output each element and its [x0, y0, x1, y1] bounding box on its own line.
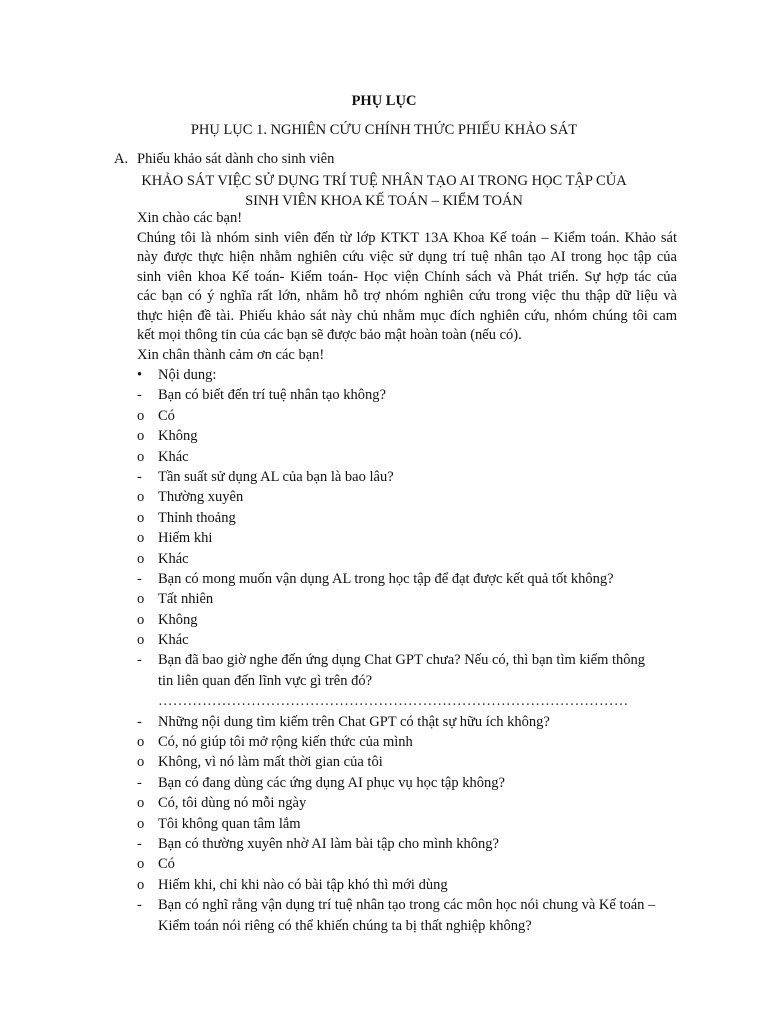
- intro-paragraph: [137, 209, 677, 365]
- item-text: Bạn có nghĩ rằng vận dụng trí tuệ nhân tạo trong các môn học nói chung và Kế toán –: [158, 897, 656, 914]
- item-text: Những nội dung tìm kiếm trên Chat GPT có thật sự hữu ích không?: [158, 713, 550, 730]
- option-bullet-icon: o: [137, 530, 145, 547]
- answer-option: [137, 854, 677, 874]
- content-heading: [137, 365, 677, 385]
- item-text: Thỉnh thoảng: [158, 509, 236, 526]
- section-heading: [114, 151, 334, 168]
- answer-option: [137, 793, 677, 813]
- option-bullet-icon: o: [137, 489, 145, 506]
- item-text: Hiếm khi, chỉ khi nào có bài tập khó thì mới dùng: [158, 876, 448, 893]
- option-bullet-icon: o: [137, 591, 145, 608]
- survey-question-list: [137, 365, 677, 936]
- answer-option: [137, 589, 677, 609]
- question-item: [137, 895, 677, 936]
- item-text: Không: [158, 611, 198, 628]
- item-text: Bạn có thường xuyên nhờ AI làm bài tập cho mình không?: [158, 836, 499, 852]
- item-text: Khác: [158, 550, 189, 567]
- option-bullet-icon: o: [137, 509, 145, 526]
- intro-line: sinh viên khoa Kế toán- Kiểm toán- Học viện Chính sách và Phát triển. Sự hợp tác của: [137, 268, 677, 285]
- option-bullet-icon: o: [137, 795, 145, 812]
- question-item: [137, 385, 677, 405]
- option-bullet-icon: o: [137, 407, 145, 424]
- question-item: [137, 834, 677, 854]
- item-text: Hiếm khi: [158, 530, 213, 547]
- intro-line: các bạn có ý nghĩa rất lớn, nhằm hỗ trợ nhóm nghiên cứu trong việc thu thập dữ liệu và: [137, 288, 677, 304]
- answer-option: [137, 814, 677, 834]
- dash-marker: -: [137, 836, 142, 852]
- question-item: [137, 650, 677, 691]
- option-bullet-icon: o: [137, 611, 145, 628]
- section-label: Phiếu khảo sát dành cho sinh viên: [137, 151, 335, 167]
- option-bullet-icon: o: [137, 448, 145, 465]
- dash-marker: -: [137, 897, 142, 914]
- question-item: [137, 712, 677, 732]
- item-text-continued: Kiểm toán nói riêng có thể khiến chúng ta bị thất nghiệp không?: [158, 917, 532, 934]
- item-text: Tần suất sử dụng AL của bạn là bao lâu?: [158, 468, 394, 485]
- item-text: Không, vì nó làm mất thời gian của tôi: [158, 754, 383, 771]
- answer-option: [137, 549, 677, 569]
- answer-blank: [137, 691, 677, 711]
- option-bullet-icon: o: [137, 734, 145, 751]
- survey-title-line-1: KHẢO SÁT VIỆC SỬ DỤNG TRÍ TUỆ NHÂN TẠO AI TRONG HỌC TẬP CỦA: [141, 173, 627, 189]
- item-text: Có, nó giúp tôi mở rộng kiến thức của mình: [158, 734, 413, 751]
- answer-option: [137, 630, 677, 650]
- intro-line: kết mọi thông tin của các bạn sẽ được bảo mật hoàn toàn (nếu có).: [137, 327, 522, 343]
- page-title: PHỤ LỤC: [351, 93, 417, 109]
- intro-line: thực hiện đề tài. Phiếu khảo sát này chủ nhằm mục đích nghiên cứu, nhóm chúng tôi cam: [137, 307, 677, 324]
- answer-option: [137, 508, 677, 528]
- item-text: Khác: [158, 632, 189, 649]
- option-bullet-icon: o: [137, 856, 145, 873]
- option-bullet-icon: o: [137, 815, 145, 832]
- thanks-line: Xin chân thành cảm ơn các bạn!: [137, 346, 325, 363]
- dash-marker: -: [137, 774, 142, 791]
- greeting: Xin chào các bạn!: [137, 210, 243, 226]
- answer-option: [137, 406, 677, 426]
- item-text: Có, tôi dùng nó mỗi ngày: [158, 795, 307, 812]
- item-text: Khác: [158, 448, 189, 465]
- option-bullet-icon: o: [137, 876, 145, 893]
- item-text: Tôi không quan tâm lắm: [158, 815, 301, 832]
- dash-marker: -: [137, 713, 142, 730]
- answer-option: [137, 528, 677, 548]
- item-text: Bạn có mong muốn vận dụng AL trong học tập để đạt được kết quả tốt không?: [158, 570, 614, 587]
- bullet-icon: •: [137, 367, 143, 383]
- answer-option: [137, 732, 677, 752]
- dash-marker: -: [137, 387, 142, 404]
- item-text: Không: [158, 428, 198, 445]
- option-bullet-icon: o: [137, 632, 145, 649]
- question-item: [137, 467, 677, 487]
- item-text: Nội dung:: [158, 367, 217, 383]
- survey-title-line-2: SINH VIÊN KHOA KẾ TOÁN – KIỂM TOÁN: [245, 193, 523, 209]
- appendix-subtitle: PHỤ LỤC 1. NGHIÊN CỨU CHÍNH THỨC PHIẾU KHẢO SÁT: [190, 122, 578, 138]
- item-text: Bạn có biết đến trí tuệ nhân tạo không?: [158, 387, 386, 404]
- item-text: Có: [158, 407, 175, 424]
- option-bullet-icon: o: [137, 754, 145, 771]
- section-letter: A.: [114, 151, 129, 167]
- intro-line: Chúng tôi là nhóm sinh viên đến từ lớp KTKT 13A Khoa Kế toán – Kiểm toán. Khảo sát: [137, 229, 677, 246]
- option-bullet-icon: o: [137, 550, 145, 567]
- option-bullet-icon: o: [137, 428, 145, 445]
- question-item: [137, 773, 677, 793]
- answer-option: [137, 875, 677, 895]
- dotted-answer-line: ……………………………………………………………………………………: [158, 693, 629, 710]
- dash-marker: -: [137, 570, 142, 587]
- item-text: Thường xuyên: [158, 489, 244, 506]
- item-text: Bạn có đang dùng các ứng dụng AI phục vụ học tập không?: [158, 774, 505, 791]
- answer-option: [137, 752, 677, 772]
- intro-line: này được thực hiện nhằm nghiên cứu việc sử dụng trí tuệ nhân tạo AI trong học tập của: [137, 249, 677, 265]
- answer-option: [137, 487, 677, 507]
- dash-marker: -: [137, 652, 142, 669]
- question-item: [137, 569, 677, 589]
- item-text-continued: tin liên quan đến lĩnh vực gì trên đó?: [158, 672, 373, 689]
- dash-marker: -: [137, 468, 142, 485]
- answer-option: [137, 610, 677, 630]
- item-text: Tất nhiên: [158, 591, 214, 608]
- answer-option: [137, 426, 677, 446]
- answer-option: [137, 447, 677, 467]
- item-text: Bạn đã bao giờ nghe đến ứng dụng Chat GPT chưa? Nếu có, thì bạn tìm kiếm thông: [158, 652, 646, 669]
- item-text: Có: [158, 856, 175, 873]
